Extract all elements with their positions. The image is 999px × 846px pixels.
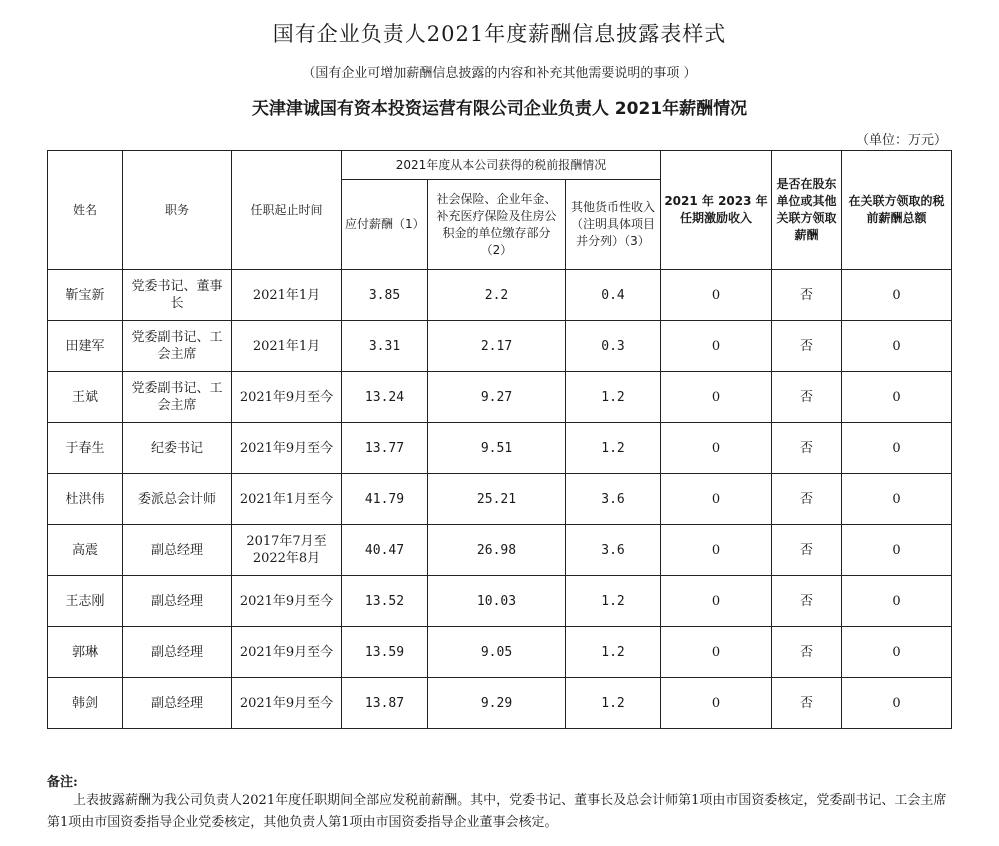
- notes-label: 备注:: [47, 775, 78, 790]
- table-row: [48, 372, 952, 423]
- cell-salary: 41.79: [342, 474, 428, 525]
- cell-incentive: 0: [661, 423, 772, 474]
- cell-tenure: 2021年1月: [232, 270, 342, 321]
- header-incentive: 2021 年 2023 年任期激励收入: [661, 151, 772, 270]
- cell-social: 2.2: [428, 270, 566, 321]
- cell-related: 0: [842, 321, 952, 372]
- cell-position: 副总经理: [123, 525, 232, 576]
- cell-position: 党委书记、董事长: [123, 270, 232, 321]
- document-title: 国有企业负责人2021年度薪酬信息披露表样式: [272, 22, 727, 46]
- cell-other: 1.2: [566, 627, 661, 678]
- cell-other: 1.2: [566, 372, 661, 423]
- cell-incentive: 0: [661, 270, 772, 321]
- cell-related: 0: [842, 423, 952, 474]
- cell-salary: 13.87: [342, 678, 428, 729]
- cell-name: 郭琳: [48, 627, 123, 678]
- cell-position: 党委副书记、工会主席: [123, 372, 232, 423]
- header-social-insurance: 社会保险、企业年金、补充医疗保险及住房公积金的单位缴存部分（2）: [428, 180, 566, 270]
- cell-shareholder: 否: [772, 423, 842, 474]
- cell-shareholder: 否: [772, 474, 842, 525]
- cell-name: 于春生: [48, 423, 123, 474]
- cell-salary: 13.59: [342, 627, 428, 678]
- cell-social: 9.05: [428, 627, 566, 678]
- table-row: [48, 423, 952, 474]
- table-row: [48, 321, 952, 372]
- cell-incentive: 0: [661, 321, 772, 372]
- cell-related: 0: [842, 372, 952, 423]
- table-row: [48, 525, 952, 576]
- cell-related: 0: [842, 576, 952, 627]
- cell-name: 韩剑: [48, 678, 123, 729]
- cell-other: 0.4: [566, 270, 661, 321]
- cell-name: 杜洪伟: [48, 474, 123, 525]
- table-row: [48, 576, 952, 627]
- cell-shareholder: 否: [772, 627, 842, 678]
- table-row: [48, 474, 952, 525]
- cell-salary: 40.47: [342, 525, 428, 576]
- cell-salary: 13.77: [342, 423, 428, 474]
- cell-social: 9.27: [428, 372, 566, 423]
- cell-name: 靳宝新: [48, 270, 123, 321]
- header-salary: 应付薪酬（1）: [342, 180, 428, 270]
- cell-incentive: 0: [661, 576, 772, 627]
- unit-label: （单位：万元）: [855, 133, 947, 148]
- cell-shareholder: 否: [772, 678, 842, 729]
- cell-social: 2.17: [428, 321, 566, 372]
- cell-shareholder: 否: [772, 372, 842, 423]
- cell-name: 王志刚: [48, 576, 123, 627]
- table-body: [48, 270, 952, 729]
- cell-tenure: 2017年7月至2022年8月: [232, 525, 342, 576]
- cell-salary: 13.52: [342, 576, 428, 627]
- cell-tenure: 2021年1月: [232, 321, 342, 372]
- cell-other: 0.3: [566, 321, 661, 372]
- cell-social: 9.29: [428, 678, 566, 729]
- header-position: 职务: [123, 151, 232, 270]
- table-row: [48, 270, 952, 321]
- header-other-income: 其他货币性收入（注明具体项目并分列）（3）: [566, 180, 661, 270]
- cell-name: 王斌: [48, 372, 123, 423]
- cell-other: 3.6: [566, 474, 661, 525]
- cell-position: 党委副书记、工会主席: [123, 321, 232, 372]
- cell-social: 9.51: [428, 423, 566, 474]
- cell-tenure: 2021年1月至今: [232, 474, 342, 525]
- cell-salary: 13.24: [342, 372, 428, 423]
- cell-position: 副总经理: [123, 576, 232, 627]
- header-pretax-group: 2021年度从本公司获得的税前报酬情况: [342, 151, 661, 180]
- notes-text: 上表披露薪酬为我公司负责人2021年度任职期间全部应发税前薪酬。其中，党委书记、董事长及总会计师第1项由市国资委核定，党委副书记、工会主席第1项由市国资委指导企业党委核定，其他负责人第1项由市国资委指导企业董事会核定。: [47, 793, 947, 830]
- cell-shareholder: 否: [772, 321, 842, 372]
- cell-incentive: 0: [661, 372, 772, 423]
- cell-name: 田建军: [48, 321, 123, 372]
- cell-related: 0: [842, 627, 952, 678]
- table-heading: 天津津诚国有资本投资运营有限公司企业负责人 2021年薪酬情况: [251, 99, 748, 119]
- cell-other: 1.2: [566, 576, 661, 627]
- cell-related: 0: [842, 525, 952, 576]
- cell-shareholder: 否: [772, 270, 842, 321]
- cell-tenure: 2021年9月至今: [232, 576, 342, 627]
- cell-incentive: 0: [661, 525, 772, 576]
- cell-tenure: 2021年9月至今: [232, 372, 342, 423]
- cell-related: 0: [842, 474, 952, 525]
- cell-position: 副总经理: [123, 627, 232, 678]
- cell-incentive: 0: [661, 678, 772, 729]
- table-header: [48, 151, 952, 270]
- cell-related: 0: [842, 678, 952, 729]
- table-row: [48, 678, 952, 729]
- header-tenure: 任职起止时间: [232, 151, 342, 270]
- salary-table: [47, 150, 952, 729]
- cell-social: 26.98: [428, 525, 566, 576]
- cell-incentive: 0: [661, 474, 772, 525]
- cell-salary: 3.31: [342, 321, 428, 372]
- header-name: 姓名: [48, 151, 123, 270]
- cell-position: 纪委书记: [123, 423, 232, 474]
- table-row: [48, 627, 952, 678]
- document-subtitle: （国有企业可增加薪酬信息披露的内容和补充其他需要说明的事项 ）: [302, 66, 697, 81]
- cell-other: 1.2: [566, 423, 661, 474]
- header-shareholder-pay: 是否在股东单位或其他关联方领取薪酬: [772, 151, 842, 270]
- cell-other: 3.6: [566, 525, 661, 576]
- cell-related: 0: [842, 270, 952, 321]
- cell-position: 副总经理: [123, 678, 232, 729]
- cell-position: 委派总会计师: [123, 474, 232, 525]
- cell-name: 高震: [48, 525, 123, 576]
- cell-tenure: 2021年9月至今: [232, 423, 342, 474]
- cell-social: 25.21: [428, 474, 566, 525]
- cell-other: 1.2: [566, 678, 661, 729]
- cell-shareholder: 否: [772, 525, 842, 576]
- cell-incentive: 0: [661, 627, 772, 678]
- cell-shareholder: 否: [772, 576, 842, 627]
- header-related-pay: 在关联方领取的税前薪酬总额: [842, 151, 952, 270]
- cell-tenure: 2021年9月至今: [232, 678, 342, 729]
- cell-salary: 3.85: [342, 270, 428, 321]
- cell-social: 10.03: [428, 576, 566, 627]
- cell-tenure: 2021年9月至今: [232, 627, 342, 678]
